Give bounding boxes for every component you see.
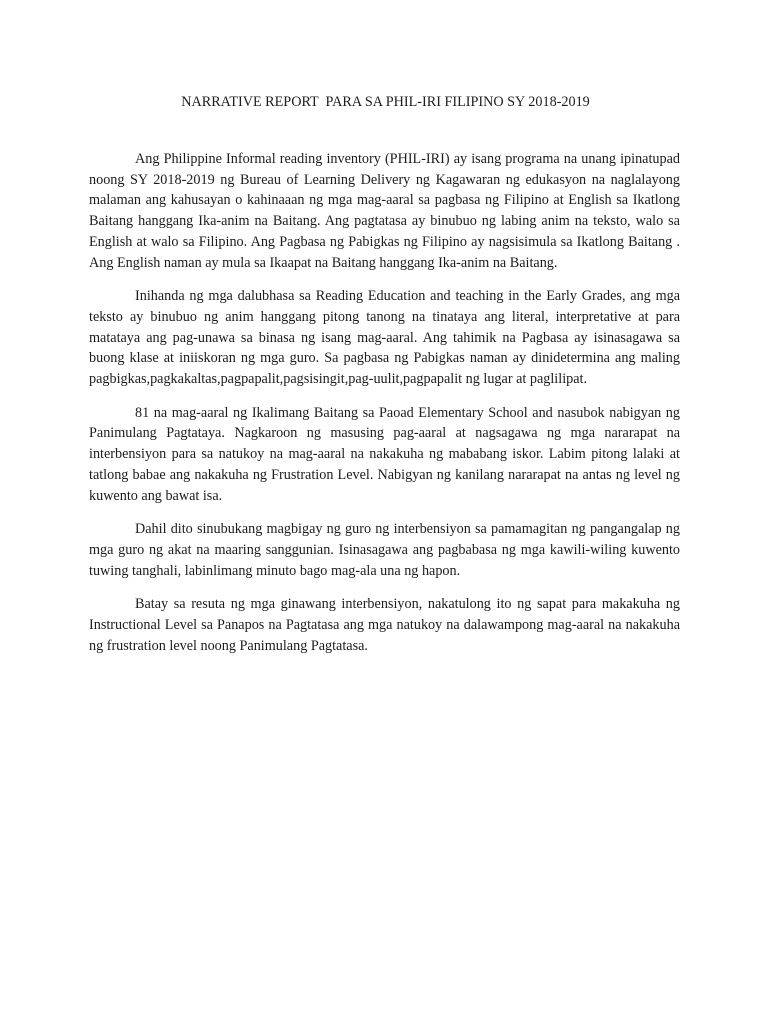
paragraph-conclusion: Batay sa resuta ng mga ginawang interbensiyon, nakatulong ito ng sapat para makakuha ng Instructional Level sa Panapos na Pagtatasa ang mga natukoy na dalawampong mag-aaral na nakakuha ng frustration level noong Panimulang Pagtatasa. [89,596,680,654]
paragraph-results: 81 na mag-aaral ng Ikalimang Baitang sa Paoad Elementary School and nasubok nabigyan ng Panimulang Pagtataya. Nagkaroon ng masusing pag-aaral at nagsagawa ng mga nararapat na interbensiyon para sa natukoy na mag-aaral na nakakuha ng mababang iskor. Labim pitong lalaki at tatlong babae ang nakakuha ng Frustration Level. Nabigyan ng kanilang nararapat na antas ng level ng kuwento ang bawat isa. [89,404,680,504]
document-title: NARRATIVE REPORT PARA SA PHIL-IRI FILIPINO SY 2018-2019 [181,94,590,110]
paragraph-intervention: Dahil dito sinubukang magbigay ng guro ng interbensiyon sa pamamagitan ng pangangalap ng mga guro ng akat na maaring sanggunian. Isinasagawa ang pagbabasa ng mga kawili-wiling kuwento tuwing tanghali, labinlimang minuto bago mag-ala una ng hapon. [89,521,680,579]
paragraph-intro: Ang Philippine Informal reading inventory (PHIL-IRI) ay isang programa na unang ipinatupad noong SY 2018-2019 ng Bureau of Learning Delivery ng Kagawaran ng edukasyon na naglalayong malaman ang kahusayan o kahinaaan ng mga mag-aaral sa pagbasa ng Filipino at English sa Ikatlong Baitang hanggang Ika-anim na Baitang. Ang pagtatasa ay binubuo ng labing anim na teksto, walo sa English at walo sa Filipino. Ang Pagbasa ng Pabigkas ng Filipino ay nagsisimula sa Ikatlong Baitang . Ang English naman ay mula sa Ikaapat na Baitang hanggang Ika-anim na Baitang. [89,151,680,271]
paragraph-texts: Inihanda ng mga dalubhasa sa Reading Education and teaching in the Early Grades, ang mga teksto ay binubuo ng anim hanggang pitong tanong na tinataya ang literal, interpretative at para matataya ang pag-unawa sa binasa ng isang mag-aaral. Ang tahimik na Pagbasa ay isinasagawa sa buong klase at iniiskoran ng mga guro. Sa pagbasa ng Pabigkas naman ay dinidetermina ang maling pagbigkas,pagkakaltas,pagpapalit,pagsisingit,pag-uulit,pagpapalit ng lugar at paglilipat. [89,288,680,388]
